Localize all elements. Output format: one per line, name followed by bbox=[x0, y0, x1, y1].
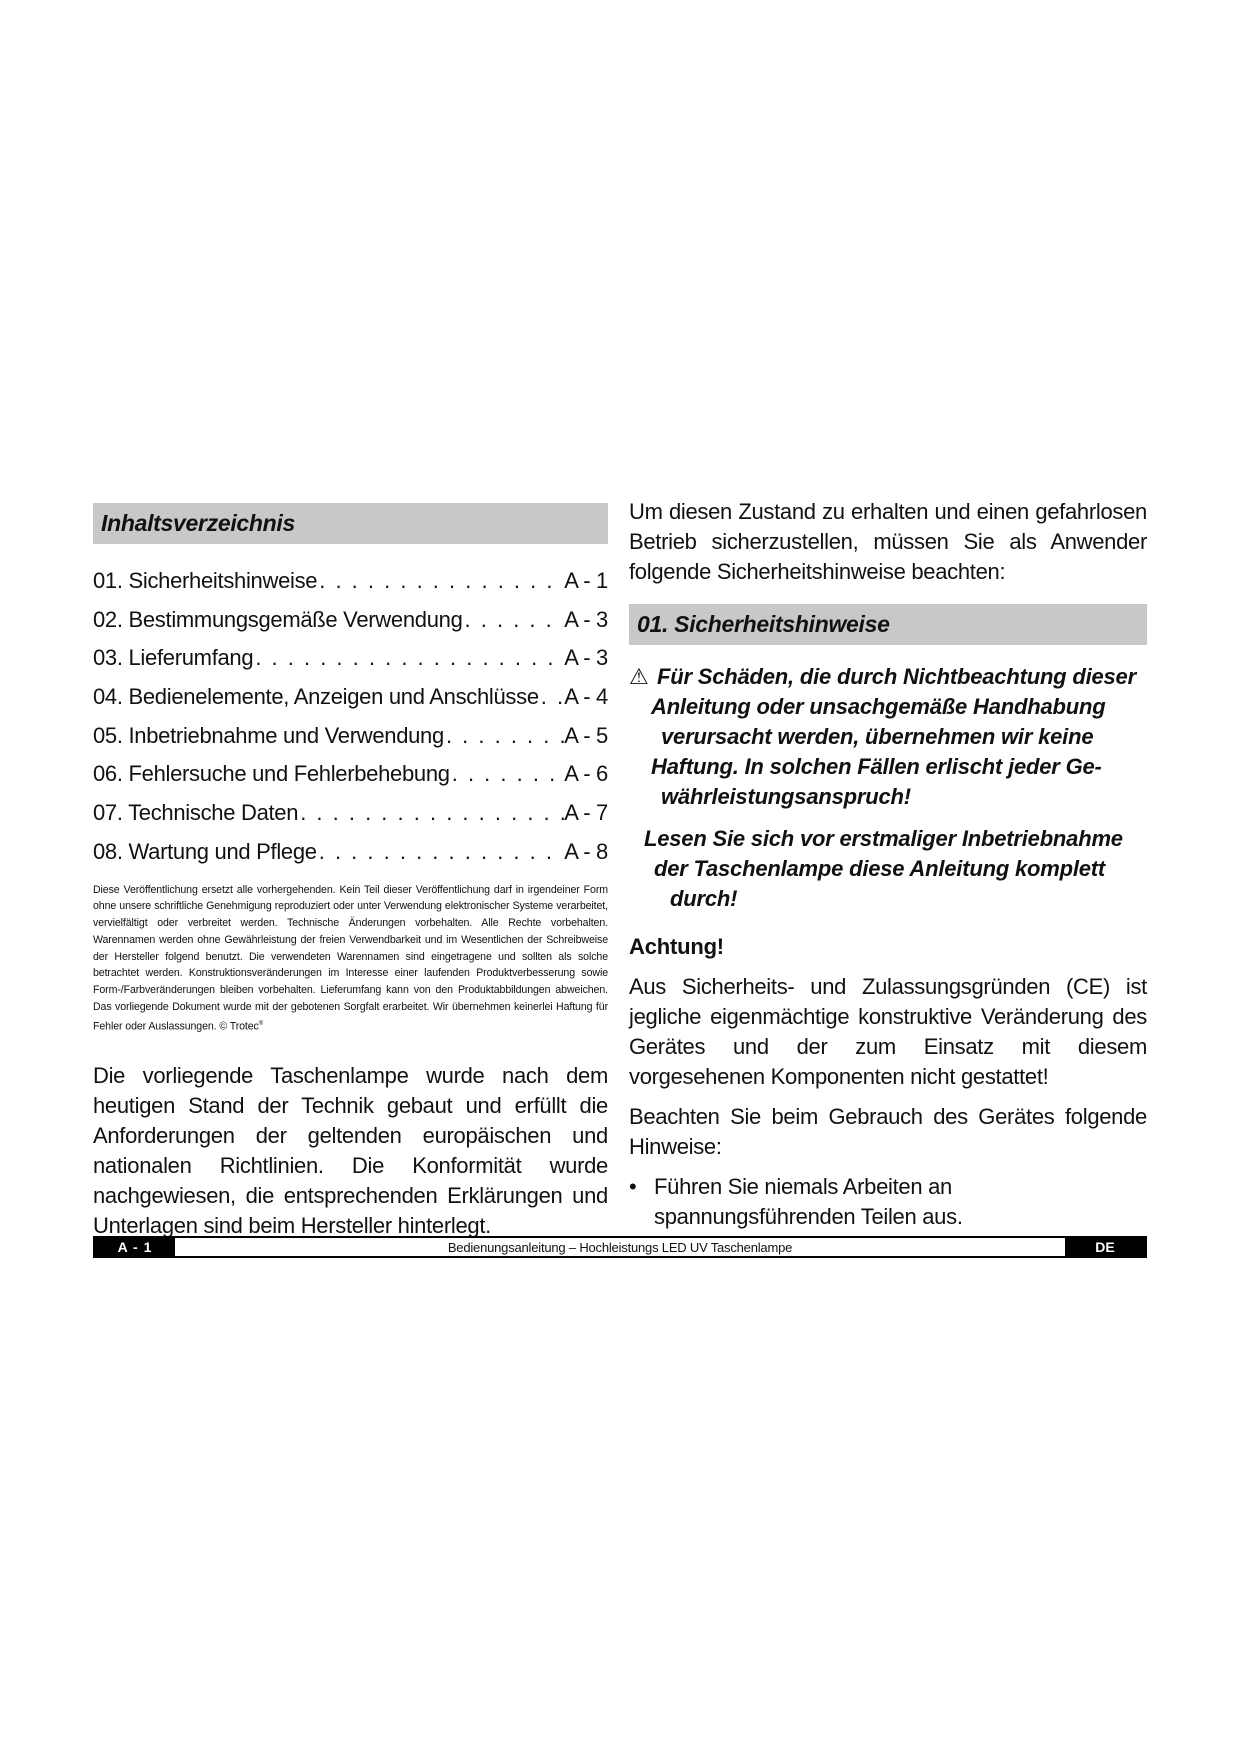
toc-entry-page: A - 5 bbox=[564, 722, 608, 748]
warning-triangle-icon: ⚠ bbox=[629, 664, 649, 689]
toc-leader bbox=[317, 568, 564, 594]
legal-notice-text: Diese Veröffentlichung ersetzt alle vorhergehenden. Kein Teil dieser Veröffentlichung darf in irgendeiner Form ohne unsere schriftliche Genehmigung reproduziert oder unter Verwendung elektronischer Systeme verarbeitet, vervielfältigt oder verbreitet werden. Technische Änderungen vorbehalten. Alle Rechte vorbehalten. Warennamen werden ohne Gewährleistung der freien Verwendbarkeit und im Wesentlichen der Schreibweise der Hersteller folgend benutzt. Die verwendeten Warennamen sind eingetragene und sollten als solche betrachtet werden. Konstruktionsveränderungen im Interesse einer laufenden Produktverbesserung sowie Form-/Farbveränderungen bleiben vorbehalten. Lieferumfang kann von den Produktabbildungen abweichen. Das vorliegende Dokument wurde mit der gebotenen Sorgfalt erarbeitet. Wir übernehmen keinerlei Haftung für Fehler oder Auslassungen. © Trotec bbox=[93, 883, 608, 1033]
toc-entry[interactable] bbox=[93, 800, 608, 839]
toc-leader bbox=[298, 800, 564, 826]
liability-warning bbox=[629, 662, 1147, 812]
toc-leader bbox=[444, 723, 564, 749]
toc-list bbox=[93, 568, 608, 878]
toc-entry-page: A - 4 bbox=[564, 684, 608, 710]
page-number: A - 1 bbox=[95, 1238, 175, 1256]
toc-leader bbox=[253, 645, 564, 671]
toc-entry[interactable] bbox=[93, 684, 608, 723]
warning-line: Anleitung oder unsachgemäße Handhabung bbox=[651, 694, 1106, 719]
toc-entry-page: A - 3 bbox=[564, 645, 608, 671]
list-item bbox=[629, 1172, 1147, 1232]
left-column bbox=[93, 503, 608, 1241]
toc-entry[interactable] bbox=[93, 645, 608, 684]
toc-entry[interactable] bbox=[93, 839, 608, 878]
warning-line: Haftung. In solchen Fällen erlischt jeder Ge- bbox=[651, 754, 1102, 779]
intro-paragraph: Die vorliegende Taschenlampe wurde nach dem heutigen Stand der Technik gebaut und erfüllt die Anforderungen der geltenden europäischen und nationalen Richtlinien. Die Konformität wurde nachgewiesen, die entsprechenden Erklärungen und Unterlagen sind beim Hersteller hinterlegt. bbox=[93, 1063, 608, 1239]
intro-continuation: Um diesen Zustand zu erhalten und einen gefahrlosen Betrieb sicherzustellen, müssen Sie als Anwender folgende Sicherheitshinweise beachten: bbox=[629, 499, 1147, 584]
list-item-text: Führen Sie niemals Arbeiten an spannungsführenden Teilen aus. bbox=[654, 1174, 963, 1229]
toc-heading: Inhaltsverzeichnis bbox=[93, 503, 608, 544]
read-line: der Taschenlampe diese Anleitung komplett bbox=[654, 856, 1106, 881]
legal-notice bbox=[93, 882, 608, 1036]
bullet-icon: • bbox=[629, 1174, 637, 1199]
toc-entry-title: 02. Bestimmungsgemäße Verwendung bbox=[93, 606, 463, 632]
toc-entry-page: A - 7 bbox=[564, 800, 608, 826]
toc-leader bbox=[450, 761, 565, 787]
language-badge: DE bbox=[1065, 1238, 1145, 1256]
toc-entry-title: 06. Fehlersuche und Fehlerbehebung bbox=[93, 761, 450, 787]
toc-entry-title: 04. Bedienelemente, Anzeigen und Anschlüsse bbox=[93, 684, 539, 710]
toc-leader bbox=[463, 607, 565, 633]
toc-entry-page: A - 1 bbox=[564, 568, 608, 593]
registered-mark: ® bbox=[258, 1020, 264, 1027]
safety-heading: 01. Sicherheitshinweise bbox=[629, 604, 1147, 645]
warning-line: verursacht werden, übernehmen wir keine bbox=[661, 724, 1094, 749]
footer-title: Bedienungsanleitung – Hochleistungs LED UV Taschenlampe bbox=[447, 1239, 793, 1255]
warning-line-text: Für Schäden, die durch Nichtbeachtung dieser bbox=[657, 664, 1136, 689]
toc-entry[interactable] bbox=[93, 723, 608, 762]
toc-entry-title: 08. Wartung und Pflege bbox=[93, 838, 317, 864]
read-line: Lesen Sie sich vor erstmaliger Inbetriebnahme bbox=[644, 826, 1123, 851]
notes-intro: Beachten Sie beim Gebrauch des Gerätes folgende Hinweise: bbox=[629, 1104, 1147, 1159]
toc-entry-title: 01. Sicherheitshinweise bbox=[93, 568, 318, 593]
toc-entry-title: 07. Technische Daten bbox=[93, 800, 299, 826]
read-line: durch! bbox=[670, 886, 738, 911]
toc-leader bbox=[317, 839, 565, 865]
attention-text: Aus Sicherheits- und Zulassungsgründen (CE) ist jegliche eigenmächtige konstruktive Veränderung des Gerätes und der zum Einsatz mit diesem vorgesehenen Komponenten nicht gestattet! bbox=[629, 974, 1147, 1089]
attention-title: Achtung! bbox=[629, 934, 724, 959]
toc-leader bbox=[539, 684, 564, 710]
toc-entry-page: A - 8 bbox=[564, 838, 608, 864]
toc-entry-page: A - 6 bbox=[564, 761, 608, 787]
toc-entry[interactable] bbox=[93, 568, 608, 607]
toc-entry-page: A - 3 bbox=[564, 606, 608, 632]
toc-entry[interactable] bbox=[93, 761, 608, 800]
toc-entry-title: 05. Inbetriebnahme und Verwendung bbox=[93, 722, 444, 748]
page-footer bbox=[93, 1236, 1147, 1258]
right-column bbox=[629, 497, 1147, 1232]
warning-line: währleistungsanspruch! bbox=[661, 784, 911, 809]
warning-line bbox=[629, 662, 1147, 692]
read-manual-notice bbox=[629, 824, 1147, 914]
toc-entry[interactable] bbox=[93, 607, 608, 646]
toc-entry-title: 03. Lieferumfang bbox=[93, 645, 254, 671]
